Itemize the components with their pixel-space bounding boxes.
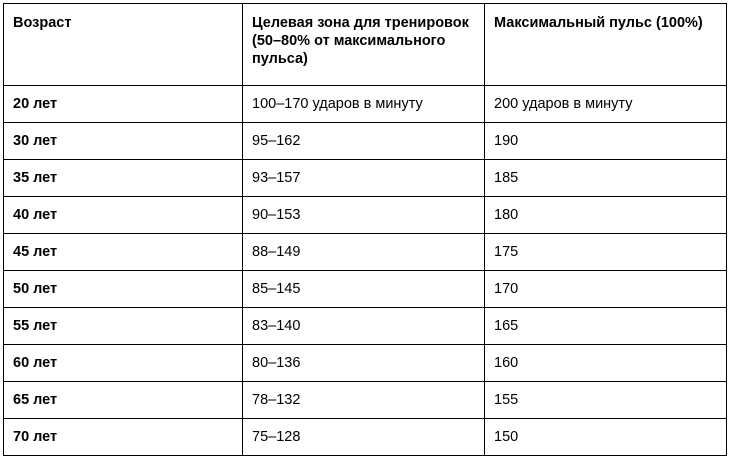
target-zone-cell: 95–162 [243, 123, 485, 160]
table-row [4, 197, 727, 234]
target-zone-cell: 93–157 [243, 160, 485, 197]
age-cell: 70 лет [4, 419, 243, 456]
max-pulse-cell: 150 [485, 419, 727, 456]
age-cell: 65 лет [4, 382, 243, 419]
table-row [4, 308, 727, 345]
max-pulse-cell: 200 ударов в минуту [485, 86, 727, 123]
age-cell: 40 лет [4, 197, 243, 234]
age-cell: 60 лет [4, 345, 243, 382]
age-cell: 45 лет [4, 234, 243, 271]
table-body [4, 86, 727, 456]
table-row [4, 345, 727, 382]
header-target-zone: Целевая зона для тренировок (50–80% от максимального пульса) [243, 4, 485, 86]
max-pulse-cell: 185 [485, 160, 727, 197]
heart-rate-table [3, 3, 727, 456]
table-row [4, 382, 727, 419]
table-row [4, 86, 727, 123]
max-pulse-cell: 155 [485, 382, 727, 419]
target-zone-cell: 90–153 [243, 197, 485, 234]
max-pulse-cell: 170 [485, 271, 727, 308]
header-max-pulse: Максимальный пульс (100%) [485, 4, 727, 86]
age-cell: 55 лет [4, 308, 243, 345]
table-row [4, 271, 727, 308]
header-row [4, 4, 727, 86]
target-zone-cell: 80–136 [243, 345, 485, 382]
max-pulse-cell: 190 [485, 123, 727, 160]
target-zone-cell: 88–149 [243, 234, 485, 271]
target-zone-cell: 83–140 [243, 308, 485, 345]
max-pulse-cell: 180 [485, 197, 727, 234]
max-pulse-cell: 165 [485, 308, 727, 345]
table-row [4, 123, 727, 160]
target-zone-cell: 100–170 ударов в минуту [243, 86, 485, 123]
table-row [4, 419, 727, 456]
age-cell: 35 лет [4, 160, 243, 197]
target-zone-cell: 75–128 [243, 419, 485, 456]
age-cell: 30 лет [4, 123, 243, 160]
target-zone-cell: 78–132 [243, 382, 485, 419]
header-age: Возраст [4, 4, 243, 86]
age-cell: 20 лет [4, 86, 243, 123]
table-row [4, 234, 727, 271]
max-pulse-cell: 175 [485, 234, 727, 271]
table-header [4, 4, 727, 86]
age-cell: 50 лет [4, 271, 243, 308]
max-pulse-cell: 160 [485, 345, 727, 382]
target-zone-cell: 85–145 [243, 271, 485, 308]
table-row [4, 160, 727, 197]
